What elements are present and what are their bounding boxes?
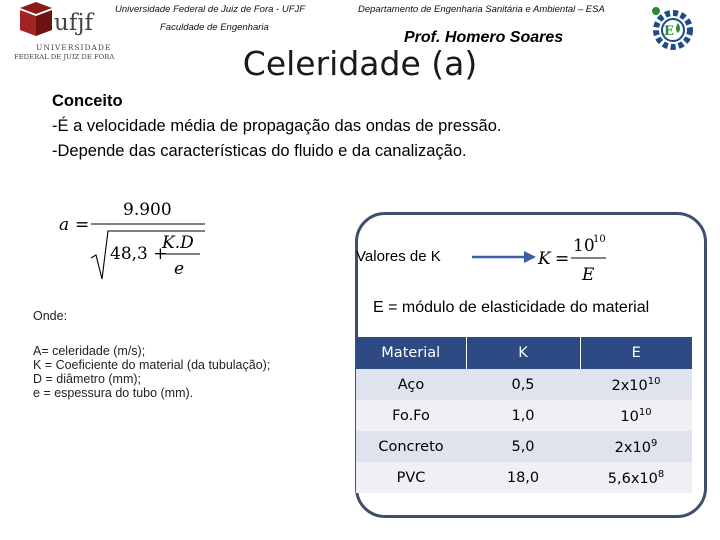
page-title: Celeridade (a) [242, 44, 478, 83]
e-exp: 8 [657, 468, 665, 480]
formula-frac-num: K.D [162, 233, 194, 253]
table-row [356, 369, 692, 400]
table-cell-k: 5,0 [466, 431, 580, 462]
professor-name: Prof. Homero Soares [404, 29, 564, 46]
table-cell-material: Fo.Fo [356, 400, 466, 431]
legend-item: A= celeridade (m/s); [33, 344, 146, 358]
table-row [356, 400, 692, 431]
esa-logo-letters: E [664, 24, 674, 39]
k-formula-eq: = [555, 249, 570, 269]
table-header-k: K [466, 337, 580, 369]
legend-item: D = diâmetro (mm); [33, 372, 142, 386]
concept-line-1: -É a velocidade média de propagação das ondas de pressão. [52, 117, 502, 135]
elasticity-definition: E = módulo de elasticidade do material [373, 299, 650, 316]
concept-heading: Conceito [52, 92, 123, 110]
legend-list [33, 344, 270, 400]
table-row [356, 462, 692, 493]
formula-constant: 48,3 + [110, 244, 168, 264]
formula-numerator: 9.900 [123, 200, 172, 220]
e-base: 5,6x10 [607, 470, 658, 487]
table-cell-e [580, 431, 692, 462]
celerity-formula [55, 195, 215, 285]
legend-item: e = espessura do tubo (mm). [33, 386, 194, 400]
table-cell-k: 18,0 [466, 462, 580, 493]
logo-text: ufjf [54, 10, 93, 36]
legend-title: Onde: [33, 309, 68, 323]
table-header-e: E [580, 337, 692, 369]
table-cell-k: 0,5 [466, 369, 580, 400]
table-cell-e [580, 462, 692, 493]
header-university: Universidade Federal de Juiz de Fora - UFJF [115, 4, 306, 15]
formula-frac-den: e [174, 259, 185, 279]
table-row [356, 431, 692, 462]
table-cell-material: Concreto [356, 431, 466, 462]
logo-subtitle-2: FEDERAL DE JUIZ DE FORA [14, 53, 115, 61]
e-exp: 10 [638, 406, 652, 418]
k-formula-lhs: K [538, 249, 551, 269]
legend-item: K = Coeficiente do material (da tubulação); [33, 358, 271, 372]
table-cell-e [580, 400, 692, 431]
table-header-material: Material [356, 337, 466, 369]
k-formula [536, 232, 616, 286]
material-table [356, 337, 692, 493]
k-formula-num-base: 10 [573, 236, 595, 256]
table-header-row [356, 337, 692, 369]
table-cell-material: Aço [356, 369, 466, 400]
k-formula-den: E [582, 265, 595, 285]
table-cell-k: 1,0 [466, 400, 580, 431]
logo-subtitle-1: UNIVERSIDADE [36, 43, 112, 52]
concept-line-2: -Depende das características do fluido e da canalização. [52, 142, 467, 160]
table-cell-material: PVC [356, 462, 466, 493]
k-values-label: Valores de K [356, 248, 441, 265]
header-department: Departamento de Engenharia Sanitária e Ambiental – ESA [358, 4, 605, 15]
e-exp: 9 [650, 437, 658, 449]
e-base: 2x10 [611, 377, 648, 394]
formula-eq: = [75, 215, 90, 235]
e-base: 2x10 [614, 439, 651, 456]
e-exp: 10 [647, 375, 661, 387]
header-faculty: Faculdade de Engenharia [160, 22, 269, 33]
formula-lhs: a [59, 215, 70, 235]
arrow-icon [470, 249, 540, 265]
k-formula-num-exp: 10 [593, 234, 606, 245]
e-base: 10 [620, 408, 639, 425]
table-cell-e [580, 369, 692, 400]
